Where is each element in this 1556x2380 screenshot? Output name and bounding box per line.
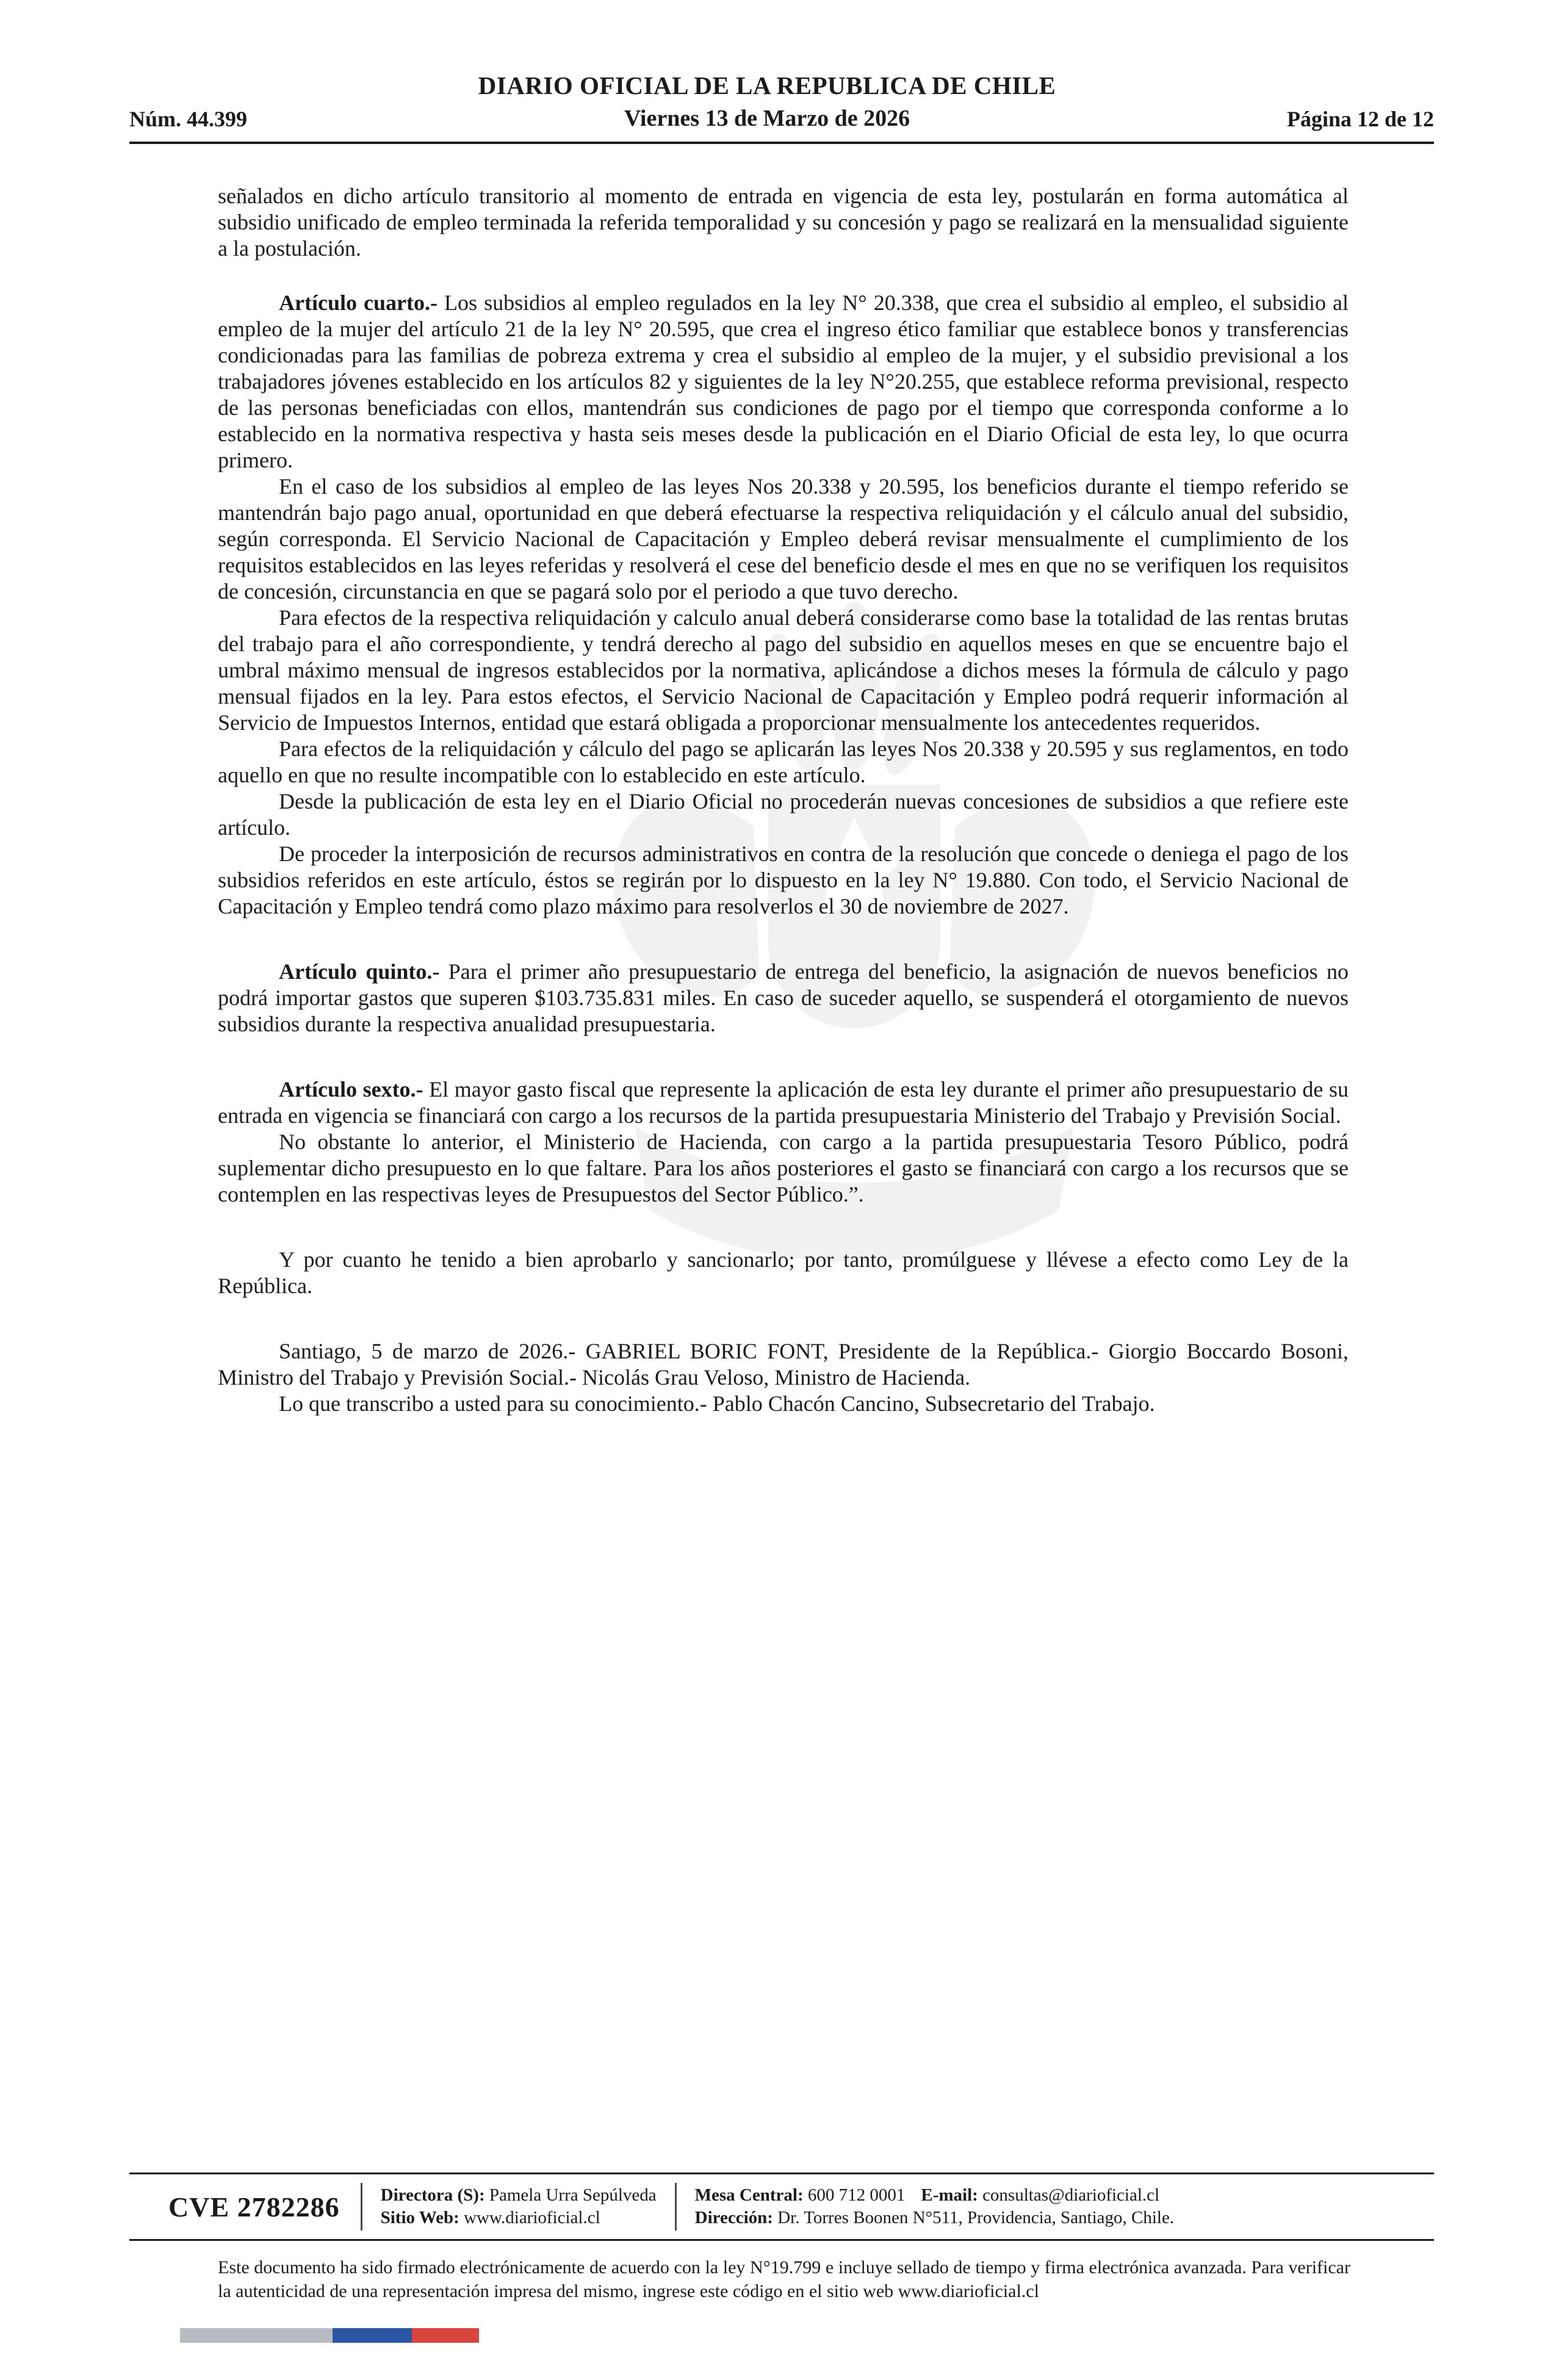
document-body: [218, 183, 1349, 1417]
paragraph-text: Para efectos de la respectiva reliquidación y calculo anual deberá considerarse como base la totalidad de las rentas brutas del trabajo para el año correspondiente, y tendrá derecho al pago del subsidio en aquellos meses en que se encuentre bajo el umbral máximo mensual de ingresos establecidos por la normativa, aplicándose a dichos meses la fórmula de cálculo y pago mensual fijados en la ley. Para estos efectos, el Servicio Nacional de Capacitación y Empleo podrá requerir información al Servicio de Impuestos Internos, entidad que estará obligada a proporcionar mensualmente los antecedentes requeridos.: [218, 605, 1349, 735]
gazette-title: DIARIO OFICIAL DE LA REPUBLICA DE CHILE: [478, 71, 1056, 99]
paragraph: [218, 788, 1349, 841]
paragraph: [218, 736, 1349, 788]
footer-info-row: [129, 2174, 1434, 2239]
email-value: consultas@diarioficial.cl: [982, 2185, 1160, 2205]
paragraph-text: De proceder la interposición de recursos administrativos en contra de la resolución que concede o deniega el pago de los subsidios referidos en este artículo, éstos se regirán por lo dispuesto en la ley N° 19.880. Con todo, el Servicio Nacional de Capacitación y Empleo tendrá como plazo máximo para resolverlos el 30 de noviembre de 2027.: [218, 842, 1349, 918]
paragraph-text: Para efectos de la reliquidación y cálculo del pago se aplicarán las leyes Nos 20.338 y 20.595 y sus reglamentos, en todo aquello en que no resulte incompatible con lo establecido en este artículo.: [218, 737, 1349, 787]
footer-contact-col-2: [675, 2183, 1192, 2230]
paragraph: [218, 290, 1349, 474]
director-line: [381, 2184, 657, 2207]
website-line: [381, 2207, 657, 2229]
phone-value: 600 712 0001: [807, 2185, 906, 2205]
footer-bottom-rule: [129, 2239, 1434, 2241]
page-header: [0, 0, 1556, 144]
flag-gray-segment: [180, 2328, 333, 2343]
address-line: [695, 2207, 1174, 2229]
address-label: Dirección:: [694, 2208, 773, 2227]
paragraph-text: Lo que transcribo a usted para su conocimiento.- Pablo Chacón Cancino, Subsecretario del Trabajo.: [279, 1391, 1155, 1416]
page-footer: [129, 2173, 1434, 2303]
paragraph-text: Los subsidios al empleo regulados en la ley N° 20.338, que crea el subsidio al empleo, el subsidio al empleo de la mujer del artículo 21 de la ley N° 20.595, que crea el ingreso ético familiar que establece bonos y transferencias condicionadas para las familias de pobreza extrema y crea el subsidio al empleo de la mujer, y el subsidio previsional a los trabajadores jóvenes establecido en los artículos 82 y siguientes de la ley N°20.255, que establece reforma previsional, respecto de las personas beneficiadas con ellos, mantendrán sus condiciones de pago por el tiempo que corresponda conforme a lo establecido en la normativa respectiva y hasta seis meses desde la publicación en el Diario Oficial de esta ley, lo que ocurra primero.: [218, 290, 1349, 472]
address-value: Dr. Torres Boonen N°511, Providencia, Santiago, Chile.: [777, 2208, 1175, 2227]
paragraph-text: Para el primer año presupuestario de entrega del beneficio, la asignación de nuevos beneficios no podrá importar gastos que superen $103.735.831 miles. En caso de suceder aquello, se suspenderá el otorgamiento de nuevos subsidios durante la respectiva anualidad presupuestaria.: [218, 959, 1349, 1036]
paragraph-text: El mayor gasto fiscal que represente la aplicación de esta ley durante el primer año presupuestario de su entrada en vigencia se financiará con cargo a los recursos de la partida presupuestaria Ministerio del Trabajo y Previsión Social.: [218, 1077, 1349, 1128]
website-value: www.diarioficial.cl: [464, 2208, 600, 2227]
paragraph: [218, 1391, 1349, 1417]
flag-red-segment: [412, 2328, 479, 2343]
paragraph: [218, 1247, 1349, 1299]
paragraph: [218, 605, 1349, 736]
article-lead: Artículo quinto.-: [279, 959, 440, 984]
paragraph-text: No obstante lo anterior, el Ministerio de Hacienda, con cargo a la partida presupuestaria Tesoro Público, podrá suplementar dicho presupuesto en lo que faltare. Para los años posteriores el gasto se financiará con cargo a los recursos que se contemplen en las respectivas leyes de Presupuestos del Sector Público.”.: [218, 1130, 1349, 1206]
website-label: Sitio Web:: [380, 2208, 459, 2227]
chile-flag-bar: [180, 2328, 479, 2343]
header-row: [129, 71, 1434, 132]
paragraph-text: Santiago, 5 de marzo de 2026.- GABRIEL BORIC FONT, Presidente de la República.- Giorgio Boccardo Bosoni, Ministro del Trabajo y Previsión Social.- Nicolás Grau Veloso, Ministro de Hacienda.: [218, 1339, 1349, 1390]
issue-date: Viernes 13 de Marzo de 2026: [624, 106, 910, 131]
paragraph: [218, 183, 1349, 262]
header-rule: [129, 142, 1434, 144]
header-center: [247, 71, 1287, 132]
page-indicator: Página 12 de 12: [1286, 107, 1434, 131]
paragraph: [218, 841, 1349, 920]
paragraph: [218, 1338, 1349, 1391]
legal-note: Este documento ha sido firmado electrónicamente de acuerdo con la ley N°19.799 e incluye sellado de tiempo y firma electrónica avanzada. Para verificar la autenticidad de una representación impresa del mismo, ingrese este código en el sitio web www.diarioficial.cl: [218, 2257, 1350, 2301]
paragraph: [218, 1129, 1349, 1208]
director-label: Directora (S):: [380, 2185, 485, 2205]
phone-email-line: [695, 2184, 1174, 2207]
article-lead: Artículo sexto.-: [279, 1077, 423, 1102]
paragraph-text: señalados en dicho artículo transitorio al momento de entrada en vigencia de esta ley, postularán en forma automática al subsidio unificado de empleo terminada la referida temporalidad y su concesión y pago se realizará en la mensualidad siguiente a la postulación.: [218, 184, 1349, 261]
phone-label: Mesa Central:: [694, 2185, 804, 2205]
flag-blue-segment: [333, 2328, 412, 2343]
footer-contact-col-1: [361, 2183, 675, 2230]
issue-number: Núm. 44.399: [129, 107, 248, 131]
article-lead: Artículo cuarto.-: [279, 290, 438, 315]
cve-code: CVE 2782286: [168, 2191, 340, 2223]
paragraph: [218, 1076, 1349, 1129]
paragraph-text: Desde la publicación de esta ley en el Diario Oficial no procederán nuevas concesiones de subsidios a que refiere este artículo.: [218, 789, 1349, 840]
paragraph: [218, 474, 1349, 605]
paragraph-text: En el caso de los subsidios al empleo de las leyes Nos 20.338 y 20.595, los beneficios durante el tiempo referido se mantendrán bajo pago anual, oportunidad en que deberá efectuarse la respectiva reliquidación y el cálculo anual del subsidio, según corresponda. El Servicio Nacional de Capacitación y Empleo deberá revisar mensualmente el cumplimiento de los requisitos establecidos en las leyes referidas y resolverá el cese del beneficio desde el mes en que no se verifiquen los requisitos de concesión, circunstancia en que se pagará solo por el periodo a que tuvo derecho.: [218, 474, 1349, 604]
director-value: Pamela Urra Sepúlveda: [489, 2185, 657, 2205]
paragraph: [218, 959, 1349, 1037]
paragraph-text: Y por cuanto he tenido a bien aprobarlo y sancionarlo; por tanto, promúlguese y llévese a efecto como Ley de la República.: [218, 1247, 1349, 1298]
email-label: E-mail:: [921, 2185, 978, 2205]
